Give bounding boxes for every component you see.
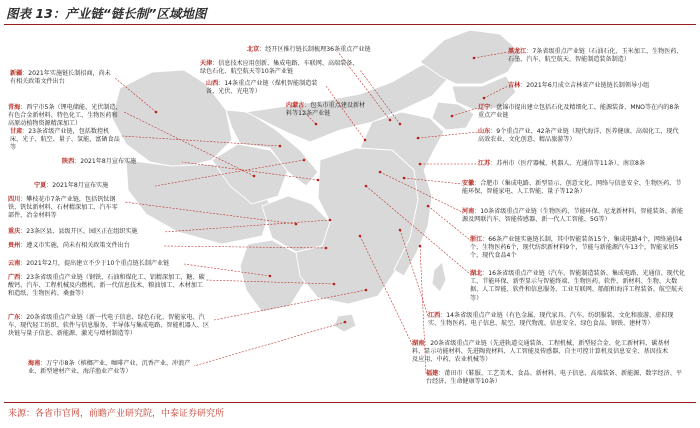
region-marker-henan <box>379 171 382 174</box>
region-label-henan <box>462 208 687 224</box>
region-marker-sichuan <box>295 223 298 226</box>
region-marker-gansu <box>279 145 282 148</box>
region-label-neimenggu <box>286 102 366 118</box>
region-marker-shandong <box>417 137 420 140</box>
region-marker-xinjiang <box>155 111 158 114</box>
region-label-guangxi <box>8 274 206 299</box>
province-separator: ： <box>526 48 533 55</box>
region-label-gansu <box>10 128 120 153</box>
region-label-tianjin <box>200 60 360 76</box>
province-separator: ： <box>74 158 81 165</box>
region-description: 信息技术应用创新、集成电路、车联网、高端装备、绿色石化、航空航天等10条产业链 <box>200 60 359 76</box>
region-marker-anhui <box>403 177 406 180</box>
province-name: 北京 <box>247 46 260 53</box>
region-label-hubei <box>470 270 688 303</box>
province-name: 新疆 <box>10 70 23 77</box>
province-name: 吉林 <box>508 82 521 89</box>
region-marker-liaoning <box>451 115 454 118</box>
region-description: 16条省级重点产业链（汽车、智能制造装备、集成电路、光通信、现代化工、节能环保、新型显示与智能终端、生物医药、软件、新材料、生物、大数据、人工智能、软件和信息服务、工业互联网、船舶和海洋工程装备、航空航天等） <box>470 270 685 302</box>
province-separator: ： <box>490 128 497 135</box>
region-label-jilin <box>508 82 688 90</box>
source-note: 来源：各省市官网，前瞻产业研究院，中泰证券研究所 <box>8 409 225 419</box>
taiwan-region <box>432 262 446 292</box>
region-description: 经开区推行链长制梳理36条重点产业链 <box>265 46 371 53</box>
province-separator: ： <box>20 196 27 203</box>
province-name: 海南 <box>28 360 41 367</box>
province-separator: ： <box>20 314 27 321</box>
region-marker-jiangsu <box>419 163 422 166</box>
province-name: 黑龙江 <box>508 48 527 55</box>
province-separator: ： <box>490 104 497 111</box>
province-separator: ： <box>438 370 445 377</box>
province-name: 内蒙古 <box>286 102 305 109</box>
province-separator: ： <box>46 182 53 189</box>
region-label-jiangxi <box>428 312 683 328</box>
region-label-shanxi <box>206 80 326 96</box>
province-separator: ： <box>20 274 27 281</box>
region-label-heilongjiang <box>508 48 688 64</box>
region-description: 盘锦市提出建立包括石化及精细化工、能源装备、MNO等在内的8条重点产业链 <box>478 104 680 120</box>
province-separator: ： <box>20 228 27 235</box>
province-name: 云南 <box>8 260 21 267</box>
region-marker-shaanxi <box>317 179 320 182</box>
region-label-shaanxi <box>62 158 182 166</box>
region-label-hainan <box>28 360 193 376</box>
province-name: 山西 <box>206 80 219 87</box>
province-separator: ： <box>474 180 481 187</box>
region-description: 23条省级重点产业链（钢铁、石油和煤化工、铝精深加工、糖、碳酸钙、汽车、工程机械及内燃机、新一代信息技术、粮油加工、木材加工和造纸、生物医药、桑蚕等） <box>8 274 205 298</box>
region-label-fujian <box>426 370 688 386</box>
region-label-zhejiang <box>470 236 688 261</box>
province-separator: ： <box>20 260 27 267</box>
province-name: 江西 <box>428 312 441 319</box>
region-marker-hunan <box>359 235 362 238</box>
leader-line-hainan <box>194 322 345 366</box>
region-marker-fujian <box>419 245 422 248</box>
region-marker-neimenggu <box>315 123 318 126</box>
province-separator: ： <box>474 208 481 215</box>
region-label-shandong <box>478 128 683 144</box>
region-label-anhui <box>462 180 687 196</box>
region-marker-shanxi <box>364 139 367 142</box>
province-separator: ： <box>259 46 266 53</box>
province-separator: ： <box>40 360 47 367</box>
region-description: 西宁市5条（锂电储能、光伏制造、有色合金新材料、特色化工、生物医药和高原动植物资源精深加工） <box>8 104 122 128</box>
region-marker-tianjin <box>399 123 402 126</box>
province-name: 安徽 <box>462 180 475 187</box>
region-marker-jiangxi <box>399 229 402 232</box>
province-name: 河南 <box>462 208 475 215</box>
province-separator: ： <box>20 242 27 249</box>
region-label-chongqing <box>8 228 163 236</box>
province-separator: ： <box>20 104 27 111</box>
region-label-guangdong <box>8 314 213 339</box>
province-name: 贵州 <box>8 242 21 249</box>
region-description: 合肥市（集成电路、新型显示、创意文化、网络与信息安全、生物医药、节能环保、智能家电、人工智能、量子等12条） <box>462 180 682 196</box>
region-description: 9个重点产业、42条产业链（现代海洋、医养健康、高端化工、现代高效农业、文化创意、精品旅游等） <box>478 128 679 144</box>
region-label-liaoning <box>478 104 683 120</box>
province-separator: ： <box>424 340 431 347</box>
province-name: 陕西 <box>62 158 75 165</box>
region-label-qinghai <box>8 104 123 129</box>
footer-divider <box>4 402 696 403</box>
region-label-beijing <box>247 46 407 54</box>
region-description: 10条省级重点产业链（生物医药、节能环保、尼龙新材料、智能装备、新能源及网联汽车、智能传感器、新一代人工智能、5G等） <box>462 208 684 224</box>
province-separator: ： <box>304 102 311 109</box>
province-separator: ： <box>22 128 29 135</box>
region-label-sichuan <box>8 196 123 221</box>
region-label-ningxia <box>34 182 154 190</box>
region-description: 包头市重点建设新材料等12条产业链 <box>286 102 366 118</box>
province-name: 重庆 <box>8 228 21 235</box>
province-name: 湖北 <box>470 270 483 277</box>
province-name: 浙江 <box>470 236 483 243</box>
region-marker-heilongjiang <box>473 57 476 60</box>
region-description: 66条产业链实施链长制，其中智能装备15个，集成电路4个，网络通信4个，生物医药6个，现代纺织新材料9个，节能与新能源汽车13个，智能家居5个，现代食品4个 <box>470 236 683 260</box>
province-name: 福建 <box>426 370 439 377</box>
province-name: 山东 <box>478 128 491 135</box>
region-label-yunnan <box>8 260 183 268</box>
region-marker-guizhou <box>325 247 328 250</box>
region-marker-hubei <box>365 185 368 188</box>
region-description: 23条区县、县级开区、园区正在组织实施 <box>26 228 138 235</box>
region-marker-guangxi <box>333 283 336 286</box>
province-name: 广西 <box>8 274 21 281</box>
province-name: 青海 <box>8 104 21 111</box>
province-separator: ： <box>218 80 225 87</box>
province-separator: ： <box>22 70 29 77</box>
region-label-guizhou <box>8 242 163 250</box>
region-label-xinjiang <box>10 70 115 86</box>
region-description: 14条省级重点产业链（有色金属、现代家具、汽车、纺织服装、文化和旅游、虚拟现实、生物医药、电子信息、航空、现代物流、信息安全、绿色食品、钢铁、建材等） <box>428 312 674 328</box>
province-name: 湖南 <box>412 340 425 347</box>
region-marker-qinghai <box>253 175 256 178</box>
region-description: 莆田市（鞋服、工艺美术、食品、新材料、电子信息、高端装备、新能源、数字经济、平台经济、生命健康等10条） <box>426 370 682 386</box>
page-title: 图表 13：产业链“链长制”区域地图 <box>6 6 207 21</box>
region-description: 14条重点产业链（煤机智能制造装备、光伏、光电等） <box>206 80 318 96</box>
province-separator: ： <box>212 60 219 67</box>
region-description: 2021年实施链长制招商，尚未有相关政策文件出台 <box>10 70 111 86</box>
province-name: 甘肃 <box>10 128 23 135</box>
region-marker-ningxia <box>303 159 306 162</box>
province-name: 江苏 <box>478 160 491 167</box>
province-separator: ： <box>490 160 497 167</box>
province-separator: ： <box>482 236 489 243</box>
region-marker-yunnan <box>269 275 272 278</box>
region-description: 2021年2月，提出建立不少于10个重点链长制产业链 <box>26 260 170 267</box>
region-description: 遵义市实施，尚未有相关政策文件出台 <box>26 242 130 249</box>
region-marker-zhejiang <box>427 205 430 208</box>
region-marker-jilin <box>483 97 486 100</box>
region-label-jiangsu <box>478 160 683 168</box>
region-description: 苏州市（医疗器械、机器人、光通信等11条）、南京8条 <box>496 160 646 167</box>
province-separator: ： <box>440 312 447 319</box>
region-marker-beijing <box>389 119 392 122</box>
province-name: 辽宁 <box>478 104 491 111</box>
region-description: 2021年8月宣布实施 <box>52 182 109 189</box>
province-name: 四川 <box>8 196 21 203</box>
region-description: 7条省级重点产业链（石油石化、玉米加工、生物医药、石墨、汽车、航空航天、智能制造装备制造） <box>508 48 683 64</box>
region-marker-hainan <box>344 321 347 324</box>
province-separator: ： <box>482 270 489 277</box>
region-description: 20条省级重点产业链（先进轨道交通装备、工程机械、新型轻合金、化工新材料、碳基材料、显示功能材料、先进陶瓷材料、人工智能及传感器、自主可控计算机及信息安全、基因技术及应用、中药、农业机械等） <box>412 340 670 364</box>
region-description: 攀枝花市7条产业链，包括钒钛钢铁、钒钛新材料、石材精深加工、汽车零部件、冶金材料等 <box>8 196 118 220</box>
province-name: 广东 <box>8 314 21 321</box>
region-marker-guangdong <box>365 289 368 292</box>
region-description: 2021年6月成立吉林省产业链链长制领导小组 <box>526 82 650 89</box>
province-separator: ： <box>520 82 527 89</box>
province-name: 天津 <box>200 60 213 67</box>
region-description: 20条省级重点产业链（新一代电子信息、绿色石化、智能家电、汽车、现代轻工纺织、软件与信息服务、半导体与集成电路、智能机器人、区块链与量子信息、新能源、激光与增材制造等） <box>8 314 210 338</box>
region-label-hunan <box>412 340 674 365</box>
region-description: 万宁市8条（槟榔产业、咖啡产业、沉香产业、冲浪产业、新型建材产业、海洋渔业产业等） <box>28 360 191 376</box>
province-name: 宁夏 <box>34 182 47 189</box>
region-description: 2021年8月宣布实施 <box>80 158 137 165</box>
region-description: 23条省级产业链，包括数控机床、光子、航空、量子、氢能、富硒食品等 <box>10 128 120 152</box>
region-marker-chongqing <box>329 219 332 222</box>
